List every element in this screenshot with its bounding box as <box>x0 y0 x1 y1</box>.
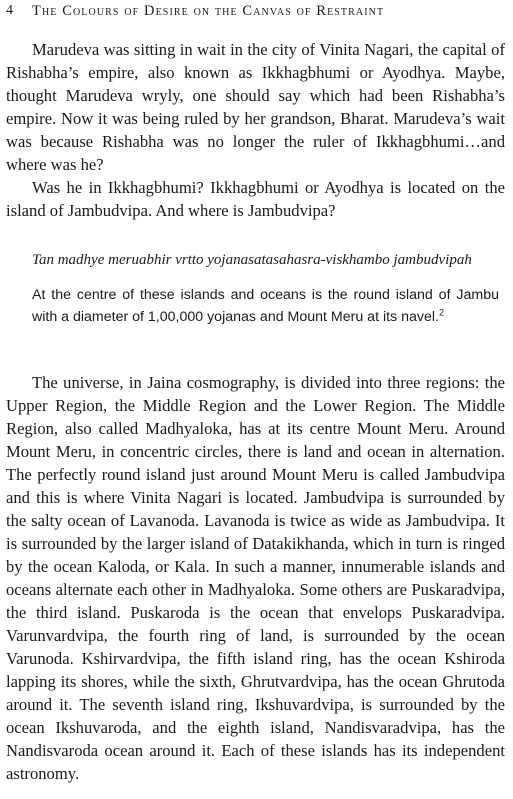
paragraph: Was he in Ikkhagbhumi? Ikkhagbhumi or Ayodhya is located on the island of Jambudvipa. And where is Jambudvipa? <box>6 178 505 220</box>
paragraph: The universe, in Jaina cosmography, is divided into three regions: the Upper Region, the Middle Region and the Lower Region. The Middle Region, also called Madhyaloka, has at its centre Mount Meru. Around Mount Meru, in concentric circles, there is land and ocean in alternation. The perfectly round island just around Mount Meru is called Jambudvipa and this is where Vinita Nagari is located. Jambudvipa is surrounded by the salty ocean of Lavanoda. Lavanoda is twice as wide as Jambudvipa. It is surrounded by the larger island of Datakikhanda, which in turn is ringed by the ocean Kaloda, or Kala. In such a manner, innumerable islands and oceans alternate each other in Madhyaloka. Some others are Puskaradvipa, the third island. Puskaroda is the ocean that envelops Puskaradvipa. Varunvardvipa, the fourth ring of land, is surrounded by the ocean Varunoda. Kshirvardvipa, the fifth island ring, has the ocean Kshiroda lapping its shores, while the sixth, Ghrutvardvipa, has the ocean Ghrutoda around it. The seventh island ring, Ikshuvardvipa, is surrounded by the ocean Ikshuvaroda, and the eighth island, Nandisvaradvipa, has the Nandisvaroda ocean around it. Each of these islands has its independent astronomy. <box>6 373 505 783</box>
verse-translation <box>32 285 499 328</box>
page-number: 4 <box>6 3 14 18</box>
main-text-block <box>6 371 505 785</box>
translation-text: At the centre of these islands and oceans is the round island of Jambu with a diameter of 1,00,000 yojanas and Mount Meru at its navel. <box>32 287 499 325</box>
footnote-reference: 2 <box>438 306 444 317</box>
paragraph: Marudeva was sitting in wait in the city of Vinita Nagari, the capital of Rishabha’s empire, also known as Ikkhagbhumi or Ayodhya. Maybe, thought Marudeva wryly, one should say which had been Rishabha’s empire. Now it was being ruled by her grandson, Bharat. Marudeva’s wait was because Rishabha was no longer the ruler of Ikkhagbhumi…and where was he? <box>6 40 505 174</box>
verse-quotation: Tan madhye meruabhir vrtto yojanasatasahasra-viskhambo jambudvipah <box>32 252 472 268</box>
opening-text-block <box>6 38 505 222</box>
running-head <box>6 3 505 23</box>
running-head-title: The Colours of Desire on the Canvas of Restraint <box>32 3 385 19</box>
